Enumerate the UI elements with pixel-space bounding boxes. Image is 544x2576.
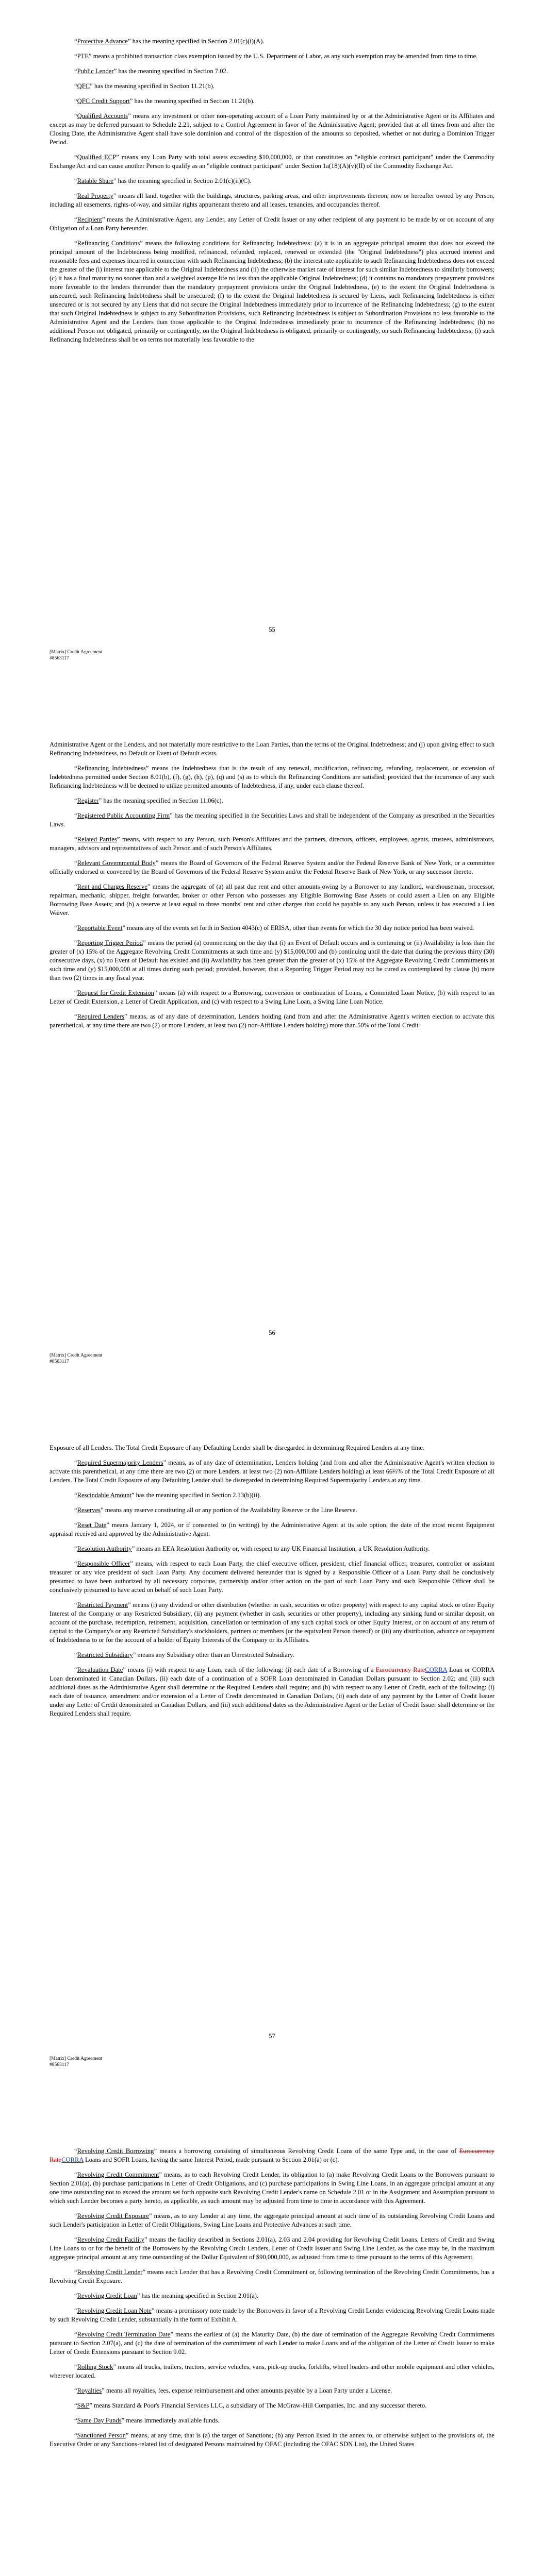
definition-paragraph [50,2330,494,2357]
defined-term: Register [77,797,99,804]
definition-paragraph [50,1506,494,1515]
page-body [50,740,494,1312]
quote-mark: “ [74,2331,77,2338]
quote-mark: ” [88,53,92,60]
quote-mark: “ [74,1666,77,1673]
quote-mark: ” [117,836,120,843]
definition-text: has the meaning specified in the Securities Laws and shall be independent of the Company as prescribed in the Securities Laws. [50,812,494,828]
quote-mark: “ [74,2147,77,2155]
page-body [50,2147,494,2576]
defined-term: Sanctioned Person [77,2432,126,2439]
defined-term: Revolving Credit Exposure [77,2212,149,2219]
quote-mark: “ [74,192,77,199]
quote-mark: ” [113,177,117,184]
definition-text: means immediately available funds. [124,2417,220,2424]
defined-term: Related Parties [77,836,117,843]
quote-mark: ” [124,1013,127,1020]
defined-term: Refinancing Conditions [77,240,140,247]
quote-mark: “ [74,765,77,772]
quote-mark: ” [89,2402,92,2409]
quote-mark: ” [102,2387,105,2394]
defined-term: Restricted Payment [77,1601,128,1608]
quote-mark: ” [121,2417,125,2424]
page-footer [50,1352,102,1365]
quote-mark: “ [74,2212,77,2219]
defined-term: S&P [77,2402,90,2409]
quote-mark: ” [101,1506,104,1514]
quote-mark: ” [170,812,173,819]
page-body [50,37,494,609]
definition-paragraph [50,215,494,233]
inserted-text: CORRA [425,1666,447,1673]
quote-mark: “ [74,1492,77,1499]
definition-text: means the period (a) commencing on the day that (i) an Event of Default occurs and is continuing or (ii) Availability is less than the greater of (x) 15% of the Aggregate Revolving Credit Commitments at such time and (y) $15,000,000 and (b) continuing until the date that during the previous thirty (30) consecutive days, (x) no Event of Default has existed and (ii) Availability has been greater than the greater of (x) 15% of the Aggregate Revolving Credit Commitments at such time and (y) $15,000,000 at all times during such period; provided, however, that a Reporting Trigger Period may not be cured as contemplated by clause (b) more than two (2) times in any fiscal year. [50,939,494,981]
definition-text: means a promissory note made by the Borrowers in favor of a Revolving Credit Lender evidencing Revolving Credit Loans made by such Revolving Credit Lender, substantially in the form of Exhibit A. [50,2307,494,2323]
definition-text: means the Administrative Agent, any Lender, any Letter of Credit Issuer or any other recipient of any payment to be made by or on account of any Obligation of a Loan Party hereunder. [50,216,494,232]
definition-text: has the meaning specified in Section 11.21(b). [133,97,255,105]
inserted-text: CORRA [61,2156,84,2163]
quote-mark: “ [74,2268,77,2276]
page-57 [0,1406,544,2110]
definition-paragraph [50,2363,494,2380]
quote-mark: “ [74,38,77,45]
definition-text: means each Lender that has a Revolving Credit Commitment or, following termination of the Revolving Credit Commitments, has a Revolving Credit Exposure. [50,2268,494,2284]
definition-paragraph [50,811,494,829]
definition-paragraph [50,1560,494,1595]
footer-title: [Matrix] Credit Agreement [50,2056,103,2061]
quote-mark: “ [74,2307,77,2314]
definition-paragraph [50,52,494,61]
quote-mark: “ [74,1545,77,1552]
quote-mark: ” [131,1545,135,1552]
footer-docnum: #8563117 [50,656,69,661]
quote-mark: ” [125,2432,129,2439]
quote-mark: ” [149,2212,152,2219]
definition-paragraph [50,1444,494,1452]
definition-paragraph [50,859,494,876]
quote-mark: “ [74,883,77,890]
quote-mark: ” [116,154,119,161]
definition-text: means any reserve constituting all or any portion of the Availability Reserve or the Line Reserve. [103,1506,357,1514]
definition-text: means the earliest of (a) the Maturity Date, (b) the date of termination of the Aggregate Revolving Credit Commitments pursuant to Section 2.07(a), and (c) the date of termination of the commitment of each Lender to make Loans and of the obligation of the Letter of Credit Issuer to make Letter of Credit Extensions pursuant to Section 9.02. [50,2331,494,2355]
definition-paragraph [50,1459,494,1485]
definition-text: has the meaning specified in Section 2.01(c)(ii)(C). [116,177,252,184]
page-58 [0,2110,544,2576]
definition-paragraph [50,1601,494,1645]
definition-paragraph [50,2235,494,2262]
definition-text: means all royalties, fees, expense reimbursement and other amounts payable by a Loan Party under a License. [104,2387,392,2394]
quote-mark: “ [74,812,77,819]
defined-term: Revolving Credit Loan Note [77,2307,152,2314]
definition-text: has the meaning specified in Section 2.01(c)(i)(A). [130,38,265,45]
quote-mark: “ [74,1560,77,1567]
quote-mark: ” [98,797,102,804]
definition-paragraph [50,989,494,1006]
defined-term: Ratable Share [77,177,113,184]
quote-mark: “ [74,82,77,90]
deleted-text: Eurocurrency Rate [375,1666,425,1673]
defined-term: Relevant Governmental Body [77,859,156,867]
definition-text: means the following conditions for Refinancing Indebtedness: (a) it is in an aggregate principal amount that does not exceed the principal amount of the Indebtedness being modified, refinanced, refunded, replaced, renewed or extended (the "Original Indebtedness") plus accrued interest and reasonable fees and expenses incurred in connection with such Refinancing Indebtedness; (b) the interest rate applicable to such Refinancing Indebtedness does not exceed the greater of the (i) interest rate applicable to the Original Indebtedness and (ii) the otherwise market rate of interest for such similar Indebtedness to similarly borrowers; (c) it has a final maturity no sooner than and a weighted average life no less than the applicable Original Indebtedness; (d) it contains no mandatory prepayment provisions more favorable to the lenders thereunder than the mandatory prepayment provisions under the Original Indebtedness, (e) to the extent the Original Indebtedness is unsecured, such Refinancing Indebtedness shall be unsecured; (f) to the extent the Original Indebtedness is secured by Liens, such Refinancing Indebtedness is either unsecured or is not secured by any Liens that did not secure the Original Indebtedness immediately prior to incurrence of the Refinancing Indebtedness; (g) to the extent that such Original Indebtedness is subject to any Subordination Provisions, such Refinancing Indebtedness is subject to Subordination Provisions no less favorable to the Administrative Agent and the Lenders than those applicable to the Original Indebtedness immediately prior to incurrence of the Refinancing Indebtedness; (h) no additional Person not obligated, primarily or contingently, on the Original Indebtedness is obligated, primarily or contingently, on such Refinancing Indebtedness; (i) such Refinancing Indebtedness shall be on terms not materially less favorable to the [50,240,494,343]
definition-text: means (i) with respect to any Loan, each of the following: (i) each date of a Borrowing of a [125,1666,376,1673]
quote-mark: ” [131,1492,135,1499]
quote-mark: ” [163,1459,167,1466]
quote-mark: “ [74,1521,77,1529]
defined-term: Reporting Trigger Period [77,939,143,946]
quote-mark: “ [74,924,77,931]
definition-paragraph [50,2386,494,2395]
definition-paragraph [50,2431,494,2449]
definition-text: means the Indebtedness that is the result of any renewal, modification, refinancing, refunding, replacement, or extension of Indebtedness permitted under Section 8.01(b), (f), (g), (h), (p), (q) and (s) as to which the Refinancing Conditions are satisfied; provided that the incurrence of any such Refinancing Indebtedness will be deemed to utilize permitted amounts of Indebtedness, if any, under each clause thereof. [50,765,494,789]
defined-term: Refinancing Indebtedness [77,765,146,772]
definition-paragraph [50,2268,494,2285]
quote-mark: “ [74,154,77,161]
definition-paragraph [50,764,494,790]
defined-term: QFC [77,82,90,90]
defined-term: Revolving Credit Facility [77,2236,144,2243]
definition-paragraph [50,67,494,76]
quote-mark: ” [113,2363,116,2370]
quote-mark: “ [74,939,77,946]
page-56 [0,703,544,1406]
defined-term: Reset Date [77,1521,107,1529]
definition-text: means all trucks, trailers, tractors, service vehicles, vans, pick-up trucks, forklifts, wheel loaders and other mobile equipment and other vehicles, wherever located. [50,2363,494,2379]
definition-paragraph [50,153,494,171]
defined-term: Revaluation Date [77,1666,123,1673]
quote-mark: ” [147,883,151,890]
quote-mark: “ [74,1651,77,1658]
defined-term: Same Day Funds [77,2417,122,2424]
definition-paragraph [50,1651,494,1659]
quote-mark: “ [74,53,77,60]
quote-mark: ” [145,765,149,772]
quote-mark: “ [74,859,77,867]
quote-mark: “ [74,2171,77,2178]
definition-text: means January 1, 2024, or if consented to (in writing) by the Administrative Agent at its sole option, the date of the most recent Equipment appraisal received and approved by the Administrative Agent. [50,1521,494,1537]
defined-term: Public Lender [77,67,114,75]
definition-text: has the meaning specified in Section 11.21(b). [92,82,215,90]
quote-mark: ” [142,2268,145,2276]
quote-mark: ” [154,2147,157,2155]
quote-mark: ” [90,82,93,90]
definition-paragraph [50,2307,494,2324]
definition-text: means any Loan Party with total assets exceeding $10,000,000, or that constitutes an "eligible contract participant" under the Commodity Exchange Act and can cause another Person to qualify as an "eligible contract participant" under Section 1a(18)(A)(v)(II) of the Commodity Exchange Act. [50,154,494,170]
defined-term: QFC Credit Support [77,97,130,105]
definition-text: means, with respect to each Loan Party, the chief executive officer, president, chief financial officer, treasurer, controller or assistant treasurer or any vice president of such Loan Party. Any document delivered hereunder that is signed by a Responsible Officer of a Loan Party shall be conclusively presumed to have been authorized by all necessary corporate, partnership and/or other action on the part of such Loan Party and such Responsible Officer shall be conclusively presumed to have acted on behalf of such Loan Party. [50,1560,494,1594]
definition-text: has the meaning specified in Section 2.01(a). [140,2292,259,2299]
quote-mark: ” [137,2292,140,2299]
quote-mark: ” [128,1601,131,1608]
defined-term: PTE [77,53,89,60]
page-footer [50,649,102,662]
page-number: 56 [269,1329,275,1336]
quote-mark: ” [159,2171,162,2178]
defined-term: Responsible Officer [77,1560,130,1567]
definition-text: means (a) with respect to a Borrowing, conversion or continuation of Loans, a Committed Loan Notice, (b) with respect to an Letter of Credit Extension, a Letter of Credit Application, and (c) with respect to a Swing Line Loan, a Swing Line Loan Notice. [50,989,494,1005]
quote-mark: “ [74,216,77,223]
definition-text: means (i) any dividend or other distribution (whether in cash, securities or other property) with respect to any capital stock or other Equity Interest of the Company or any Restricted Subsidiary, (ii) any payment (whether in cash, securities or other property), including any sinking fund or similar deposit, on account of the purchase, redemption, retirement, acquisition, cancellation or termination of any such capital stock or other Equity Interest, or on account of any return of capital to the Company's or any Restricted Subsidiary's stockholders, partners or members (or the equivalent Person thereof) or (iii) any distribution, advance or repayment of Indebtedness to or for the account of a holder of Equity Interests of the Company or its Affiliates. [50,1601,494,1643]
quote-mark: “ [74,2432,77,2439]
quote-mark: ” [106,1521,109,1529]
definition-paragraph [50,1521,494,1538]
definition-text: means the aggregate of (a) all past due rent and other amounts owing by a Borrower to any landlord, warehouseman, processor, repairman, mechanic, shipper, freight forwarder, broker or other Person who possesses any Eligible Borrowing Base Assets or could assert a Lien on any Eligible Borrowing Base Assets; and (b) a reserve at least equal to three months' rent and other charges that could be payable to any such Person, unless it has executed a Lien Waiver. [50,883,494,917]
definition-paragraph [50,2292,494,2300]
quote-mark: ” [130,1560,133,1567]
defined-term: Revolving Credit Loan [77,2292,137,2299]
definition-text: means, with respect to any Person, such Person's Affiliates and the partners, directors, officers, employees, agents, trustees, administrators, managers, advisors and representatives of such Person and of such Person's Affiliates. [50,836,494,852]
footer-docnum: #8563117 [50,2062,69,2067]
definition-paragraph [50,1666,494,1718]
defined-term: Revolving Credit Commitment [77,2171,159,2178]
defined-term: Revolving Credit Termination Date [77,2331,171,2338]
quote-mark: “ [74,1506,77,1514]
definition-paragraph [50,112,494,147]
quote-mark: ” [143,939,146,946]
defined-term: Qualified Accounts [77,112,128,120]
defined-term: Rent and Charges Reserve [77,883,147,890]
definition-paragraph [50,192,494,209]
definition-text: means the facility described in Sections 2.01(a), 2.03 and 2.04 providing for Revolving Credit Loans, Letters of Credit and Swing Line Loans to or for the benefit of the Borrowers by the Revolving Credit Lenders, Letter of Credit Issuer and Swing Line Lender, as the case may be, in the maximum aggregate principal amount at any time outstanding of the Dollar Equivalent of $90,000,000, as adjusted from time to time pursuant to the terms of this Agreement. [50,2236,494,2261]
quote-mark: ” [113,192,117,199]
defined-term: Reportable Event [77,924,123,931]
quote-mark: ” [144,2236,147,2243]
quote-mark: “ [74,2292,77,2299]
definition-paragraph [50,2212,494,2229]
definition-text: Loans and SOFR Loans, having the same Interest Period, made pursuant to Section 2.01(a) or (c). [83,2156,339,2163]
definition-text: means Standard & Poor's Financial Services LLC, a subsidiary of The McGraw-Hill Companies, Inc. and any successor thereto. [92,2402,427,2409]
quote-mark: “ [74,67,77,75]
definition-text: means, at any time, that is (a) the target of Sanctions; (b) any Person listed in the annex to, or otherwise subject to the provisions of, the Executive Order or any Sanctions-related list of designated Persons maintained by OFAC (including the OFAC SDN List), the United States [50,2432,494,2448]
quote-mark: “ [74,97,77,105]
definition-paragraph [50,1545,494,1553]
definition-paragraph [50,2416,494,2425]
definition-paragraph [50,883,494,918]
quote-mark: ” [155,859,159,867]
definition-paragraph [50,740,494,758]
defined-term: Royalties [77,2387,102,2394]
defined-term: Reserves [77,1506,101,1514]
defined-term: Restricted Subsidiary [77,1651,133,1658]
quote-mark: ” [123,1666,126,1673]
quote-mark: “ [74,1013,77,1020]
definition-text: means, as of any date of determination, Lenders holding (and from and after the Administrative Agent's written election to activate this parenthetical, at any time there are two (2) or more Lenders, at least two (2) non-Affiliate Lenders holding) more than 50% of the Total Credit [50,1013,494,1029]
defined-term: Revolving Credit Lender [77,2268,143,2276]
definition-paragraph [50,835,494,853]
defined-term: Registered Public Accounting Firm [77,812,170,819]
definition-paragraph [50,37,494,46]
quote-mark: ” [151,2307,155,2314]
definition-text: has the meaning specified in Section 7.02. [117,67,228,75]
quote-mark: ” [154,989,157,996]
quote-mark: “ [74,797,77,804]
quote-mark: ” [170,2331,174,2338]
quote-mark: “ [74,836,77,843]
definition-text: means any investment or other non-operating account of a Loan Party maintained by or at the Administrative Agent or its Affiliates and except as may be deferred pursuant to Schedule 2.21, subject to a Control Agreement in favor of the Administrative Agent; provided that at all times from and after the Closing Date, the Administrative Agent shall have sole dominion and control of the disposition of the amounts so deposited, whether or not during a Dominion Trigger Period. [50,112,494,146]
footer-title: [Matrix] Credit Agreement [50,1353,103,1358]
quote-mark: ” [127,38,131,45]
quote-mark: “ [74,2236,77,2243]
page-body [50,1444,494,2015]
definition-text: means a borrowing consisting of simultaneous Revolving Credit Loans of the same Type and, in the case of [157,2147,459,2155]
definition-paragraph [50,1012,494,1030]
definition-paragraph [50,239,494,344]
definition-paragraph [50,924,494,933]
quote-mark: “ [74,2417,77,2424]
page-55 [0,0,544,703]
definition-text: means any Subsidiary other than an Unrestricted Subsidiary. [136,1651,294,1658]
definition-paragraph [50,97,494,106]
defined-term: Real Property [77,192,113,199]
definition-text: means the Board of Governors of the Federal Reserve System and/or the Federal Reserve Bank of New York, or a committee officially endorsed or convened by the Board of Governors of the Federal Reserve System and/or the Federal Reserve Bank of New York, or any successor thereto. [50,859,494,875]
defined-term: Qualified ECP [77,154,117,161]
definition-text: means, as of any date of determination, Lenders holding (and from and after the Administrative Agent's written election to activate this parenthetical, at any time there are two (2) or more Lenders, at least two (2) non-Affiliate Lenders holding) at least 66⅔% of the Total Credit Exposure of all Lenders. The Total Credit Exposure of any Defaulting Lender shall be disregarded in determining Required Supermajority Lenders at any time. [50,1459,494,1484]
quote-mark: “ [74,240,77,247]
quote-mark: ” [140,240,143,247]
paragraph-text: Exposure of all Lenders. The Total Credit Exposure of any Defaulting Lender shall be disregarded in determining Required Lenders at any time. [50,1444,425,1451]
quote-mark: ” [128,112,131,120]
quote-mark: ” [113,67,117,75]
quote-mark: “ [74,1601,77,1608]
definition-text: means a prohibited transaction class exemption issued by the U.S. Department of Labor, as any such exemption may be amended from time to time. [91,53,478,60]
definition-text: has the meaning specified in Section 11.06(c). [102,797,223,804]
defined-term: Revolving Credit Borrowing [77,2147,154,2155]
quote-mark: ” [102,216,105,223]
definition-text: Loan or CORRA Loan denominated in Canadian Dollars, (ii) each date of a continuation of a SOFR Loan denominated in Canadian Dollars pursuant to Section 2.02; and (iii) such additional dates as the Administrative Agent shall determine or the Required Lenders shall require; and (b) with respect to any Letter of Credit, each of the following: (i) each date of issuance, amendment and/or extension of a Letter of Credit denominated in Canadian Dollars, (ii) each date of any payment by the Letter of Credit Issuer under any Letter of Credit denominated in Canadian Dollars, and (iii) such additional dates as the Administrative Agent or the Letter of Credit Issuer shall determine or the Required Lenders shall require. [50,1666,494,1717]
defined-term: Required Lenders [77,1013,124,1020]
quote-mark: “ [74,177,77,184]
definition-paragraph [50,939,494,982]
definition-paragraph [50,82,494,91]
footer-title: [Matrix] Credit Agreement [50,650,103,655]
defined-term: Recipient [77,216,102,223]
definition-text: means, as to each Revolving Credit Lender, its obligation to (a) make Revolving Credit Loans to the Borrowers pursuant to Section 2.01(a), (b) purchase participations in Letter of Credit Obligations, and (c) purchase participations in Swing Line Loans, in an aggregate principal amount at any one time outstanding not to exceed the amount set forth opposite such Revolving Credit Lender's name on Schedule 2.01 or in the Assignment and Assumption pursuant to which such Lender becomes a party hereto, as applicable, as such amount may be adjusted from time to time in accordance with this Agreement. [50,2171,494,2205]
quote-mark: “ [74,2402,77,2409]
quote-mark: “ [74,989,77,996]
definition-text: has the meaning specified in Section 2.13(b)(ii). [134,1492,261,1499]
quote-mark: “ [74,112,77,120]
definition-paragraph [50,2147,494,2164]
defined-term: Request for Credit Extension [77,989,154,996]
quote-mark: “ [74,2387,77,2394]
page-footer [50,2056,102,2068]
quote-mark: ” [133,1651,136,1658]
deleted-text: Eurocurrency Rate [50,2147,494,2163]
page-number: 57 [269,2032,275,2040]
page-number: 55 [269,626,275,633]
definition-paragraph [50,796,494,805]
defined-term: Rolling Stock [77,2363,113,2370]
defined-term: Resolution Authority [77,1545,132,1552]
definition-text: means any of the events set forth in Section 4043(c) of ERISA, other than events for which the 30 day notice period has been waived. [125,924,474,931]
defined-term: Rescindable Amount [77,1492,131,1499]
definition-paragraph [50,2401,494,2410]
footer-docnum: #8563117 [50,1359,69,1364]
definition-text: means, as to any Lender at any time, the aggregate principal amount at such time of its outstanding Revolving Credit Loans and such Lender's participation in Letter of Credit Obligations, Swing Line Loans and Protective Advances at such time. [50,2212,494,2228]
quote-mark: “ [74,1459,77,1466]
definition-paragraph [50,2171,494,2206]
definition-paragraph [50,1491,494,1500]
definition-text: means an EEA Resolution Authority or, with respect to any UK Financial Institution, a UK Resolution Authority. [135,1545,430,1552]
quote-mark: “ [74,2363,77,2370]
defined-term: Required Supermajority Lenders [77,1459,163,1466]
quote-mark: ” [122,924,125,931]
definition-text: means all land, together with the buildings, structures, parking areas, and other improvements thereon, now or hereafter owned by any Person, including all easements, rights-of-way, and similar rights appurtenant thereto and all leases, tenancies, and occupancies thereof. [50,192,494,208]
definition-paragraph [50,177,494,185]
defined-term: Protective Advance [77,38,128,45]
paragraph-text: Administrative Agent or the Lenders, and not materially more restrictive to the Loan Parties, than the terms of the Original Indebtedness; and (j) upon giving effect to such Refinancing Indebtedness, no Default or Event of Default exists. [50,741,494,757]
quote-mark: ” [129,97,133,105]
